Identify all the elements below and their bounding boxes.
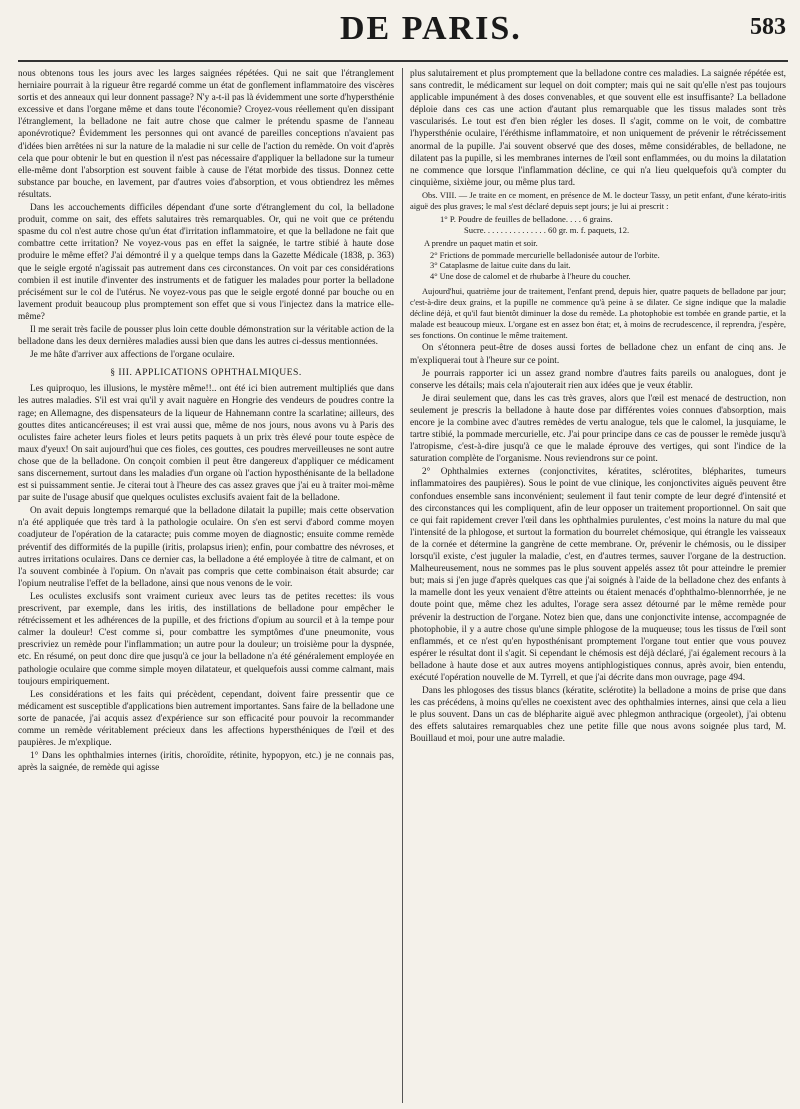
paragraph: On avait depuis longtemps remarqué que la belladone dilatait la pupille; mais cette observation n'a été appliquée que très tard à la pathologie oculaire. On s'en est servi d'abord comme moyen coadjuteur de l'opération de la cataracte; puis comme moyen de diagnostic; ensuite comme remède préventif des difformités de la pupille (iritis, prolapsus irien); enfin, pour combattre des névroses, et autres irritations oculaires. Dans ce dernier cas, la belladone a été employée à titre de calmant, et on l'a souvent combinée à l'opium. On n'avait pas compris que cette combinaison était absurde; car l'opium neutralise l'effet de la belladone, ainsi que nous venons de le voir.	[18, 506, 394, 589]
paragraph: 1° Dans les ophthalmies internes (iritis, choroïdite, rétinite, hypopyon, etc.) je ne connais pas, après la saignée, de remède qui agisse	[18, 751, 394, 774]
paragraph: plus salutairement et plus promptement que la belladone contre ces maladies. La saignée répétée est, sans contredit, le médicament sur lequel on doit compter; mais qui ne sait qu'elle n'est pas toujours applicable impunément à des doses convenables, et que souvent elle est insuffisante? La belladone déploie dans ces cas une action d'autant plus remarquable que les tissus malades sont très vascularisés. Le tout est d'en bien régler les doses. Il s'agit, comme on le voit, de combattre l'hypersthénie oculaire, l'éréthisme inflammatoire, et non uniquement de prévenir le rétrécissement anormal de la pupille. J'ai souvent observé que des doses, même considérables, de belladone, ne dilatent pas la pupille, si les membranes internes de l'œil sont enflammées, ou du moins la dilatation ne commence que lorsque l'inflammation décline, ce qui n'a lieu quelquefois qu'à compter du cinquième, sixième jour, ou même plus tard.	[410, 69, 786, 188]
paragraph: nous obtenons tous les jours avec les larges saignées répétées. Qui ne sait que l'étranglement herniaire pourrait à la rigueur être regardé comme un état de gonflement inflammatoire des viscères sortis et des anneaux qui leur donnent passage? N'y a-t-il pas là évidemment une sorte d'hypersthénie excessive et dans l'organe même et dans toute l'économie? Croyez-vous réellement qu'en dissipant l'étranglement, la belladone ne fait autre chose que calmer le prétendu spasme de l'anneau aponévrotique? Évidemment les personnes qui ont avancé de pareilles conceptions n'avaient pas d'idées bien arrêtées ni sur la nature de la maladie ni sur celle de l'action du remède. On voit d'après cela que pour obtenir le but en question il n'est pas nécessaire d'appliquer la belladone sur la tumeur elle-même dont l'absorption est souvent faible à cause de l'état morbide des tissus. Donnez cette substance par bouche, en lavement, par d'autres voies d'absorption, et vous obtiendrez les mêmes résultats.	[18, 69, 394, 200]
columns	[18, 68, 788, 1103]
list-item: 2° Frictions de pommade mercurielle belladonisée autour de l'orbite.	[430, 250, 660, 260]
paragraph: Les oculistes exclusifs sont vraiment curieux avec leurs tas de petites recettes: ils vous prescrivent, par exemple, dans les iritis, des instillations de belladone pour empêcher le rétrécissement et les adhérences de la pupille, et des frictions d'opium au sourcil et à la tempe pour calmer la douleur! C'est comme si, pour combattre les symptômes d'une pneumonite, vous prescriviez un remède pour l'inflammation; un autre pour la douleur; un troisième pour la dyspnée, etc. En résumé, on peut donc dire que jusqu'à ce jour la belladone n'a été généralement employée en pathologie oculaire que comme simple moyen dilatateur, et quelquefois aussi comme calmant, mais toujours empiriquement.	[18, 591, 394, 687]
prescription-line: 1° P. Poudre de feuilles de belladone. . . . 6 grains.	[440, 213, 613, 224]
observation: Obs. VIII. — Je traite en ce moment, en présence de M. le docteur Tassy, un petit enfant, d'une kérato-iritis aiguë des plus graves; le mal s'est déclaré depuis sept jours; je lui ai prescrit :	[410, 190, 786, 211]
treatment-list	[430, 251, 786, 283]
newspaper-page	[18, 8, 788, 1103]
section-heading: § III. APPLICATIONS OPHTHALMIQUES.	[110, 367, 302, 379]
paragraph: 2° Ophthalmies externes (conjonctivites, kératites, sclérotites, blépharites, tumeurs inflammatoires des paupières). Sous le point de vue clinique, les conjonctivites aiguës peuvent être confondues ensemble sans inconvénient; seulement il faut tenir compte de leur degré d'intensité et des circonstances qui les compliquent, afin de leur opposer un traitement proportionnel. On sait que ce qui fait rapidement crever l'œil dans les ophthalmies purulentes, c'est moins la nature du mal que l'intensité de la phlogose, et surtout la formation du bourrelet chémosique, qui étrangle les vaisseaux de la cornée et détermine la gangrène de cette membrane. Or, prévenir le chémosis, ou le dissiper lorsqu'il existe, c'est juguler la maladie, c'est, en d'autres termes, sauver l'organe de la destruction. Malheureusement, nous ne sommes pas le plus souvent appelés assez tôt pour atteindre le premier but; mais si j'en juge d'après quelques cas que j'ai soignés à l'aide de la belladone chez des enfants à la mamelle dont les yeux venaient d'être atteints ou étaient menacés d'ophthalmo-blennorrhée, je ne doute point que, même chez les adultes, l'orage sera assez détourné par le même remède pour prévenir la destruction de l'organe. Notez bien que, dans une conjonctivite intense, accompagnée de photophobie, il y a autre chose qu'une simple phlogose de la muqueuse; tous les tissus de l'œil sont enflammés, et ce n'est qu'en hyposthénisant promptement l'organe tout entier que vous pouvez espérer le résultat dont il s'agit. Si cependant le chémosis est déjà déclaré, j'ai également recours à la belladone à haute dose et aux autres moyens antiphlogistiques connus, après avoir, bien entendu, exécuté l'opération nouvelle de M. Tyrrell, et que j'ai décrite dans mon ouvrage, page 494.	[410, 467, 786, 683]
paragraph: Je me hâte d'arriver aux affections de l'organe oculaire.	[30, 350, 235, 361]
paragraph: Dans les phlogoses des tissus blancs (kératite, sclérotite) la belladone a moins de prise que dans les cas précédens, à moins qu'elles ne coexistent avec des ophthalmies internes, ainsi que cela a lieu le plus souvent. Dans un cas de blépharite aiguë avec phlegmon anthracique (orgeolet), j'ai obtenu des effets salutaires remarquables chez une petite fille que nous avons soignée plus tard, M. Bouillaud et moi, pour une autre maladie.	[410, 686, 786, 745]
prescription-line: Sucre. . . . . . . . . . . . . . . 60 gr. m. f. paquets, 12.	[464, 224, 630, 235]
paragraph: Les quiproquo, les illusions, le mystère même!!.. ont été ici bien autrement multipliés que dans les autres maladies. S'il est vrai qu'il y avait naguère en Hongrie des vendeurs de poudres contre la rage; en Allemagne, des dispensateurs de la liqueur de Hahnemann contre la scarlatine; ailleurs, des gouttes dites anticancéreuses; il est vrai aussi que, même de nos jours, nous avons vu à Paris des oculistes faire acheter leurs fioles et leurs petits paquets à un prix très élevé pour toute espèce de maux d'yeux! On sait aujourd'hui que ces fioles, ces gouttes, ces poudres merveilleuses ne sont autre chose que de la belladone. On conçoit combien il peut être dangereux d'appliquer ce médicament sans discernement, surtout dans les maladies d'un organe où l'action hyposthénisante de la belladone est si puissamment sentie. Je citerai tout à l'heure des cas assez graves que j'ai eu à traiter moi-même par suite de l'usage abusif que quelques oculistes exclusifs avaient fait de la belladone.	[18, 384, 394, 504]
page-number: 583	[750, 14, 786, 40]
prescription	[440, 214, 786, 236]
left-column	[18, 68, 394, 1103]
page-header	[18, 8, 788, 62]
paragraph: On s'étonnera peut-être de doses aussi fortes de belladone chez un enfant de cinq ans. Je m'expliquerai tout à l'heure sur ce point.	[410, 343, 786, 366]
paragraph: Dans les accouchements difficiles dépendant d'une sorte d'étranglement du col, la belladone produit, comme on sait, des effets salutaires très remarquables. Or, qui ne voit que ce prétendu spasme du col n'est autre chose qu'un état d'irritation inflammatoire, et que la belladone ne fait que combattre cette irritation? Ne voyez-vous pas en effet la saignée, le tartre stibié à haute dose produire le même effet? J'ai démontré il y a quelque temps dans la Gazette Médicale (1838, p. 363) que le seigle ergoté n'agissait pas autrement dans ces circonstances. On voit par ces considérations combien il est inutile d'inventer des instruments et de fatiguer les malades pour porter la belladone précisément sur le col de l'utérus. Ne voyez-vous pas que le seigle ergoté donné par bouche ou en lavement produit beaucoup plus promptement son effet que si vous l'injectez dans la matrice elle-même?	[18, 203, 394, 322]
column-rule	[402, 68, 403, 1103]
list-item: 4° Une dose de calomel et de rhubarbe à l'heure du coucher.	[430, 271, 631, 281]
paragraph: Il me serait très facile de pousser plus loin cette double démonstration sur la véritable action de la belladone dans les deux dernières maladies aussi bien que dans les autres ci-dessus mentionnées.	[18, 324, 394, 348]
right-column	[410, 68, 786, 1103]
list-item: 3° Cataplasme de laitue cuite dans du lait.	[430, 261, 571, 271]
paragraph: Je pourrais rapporter ici un assez grand nombre d'autres faits pareils ou analogues, dont je conserve les détails; mais cela n'ajouterait rien aux idées que je veux établir.	[410, 368, 786, 391]
masthead: DE PARIS.	[340, 10, 522, 47]
paragraph: Aujourd'hui, quatrième jour de traitement, l'enfant prend, depuis hier, quatre paquets de belladone par jour; c'est-à-dire deux grains, et la pupille ne commence qu'à peine à se dilater. Ce signe indique que la maladie décline déjà, et qu'il faut bientôt diminuer la dose du remède. La photophobie est tombée en grande partie, et la malade est beaucoup mieux. L'organe est en assez bon état; et, à moins de recrudescence, il reprendra, j'espère, ses fonctions. On continue le même traitement.	[410, 287, 786, 341]
prescription-note: A prendre un paquet matin et soir.	[424, 238, 538, 248]
paragraph: Les considérations et les faits qui précèdent, cependant, doivent faire pressentir que ce médicament est susceptible d'applications bien autrement importantes. Sans faire de la belladone une sorte de panacée, j'ai acquis assez d'expérience sur son efficacité pour pouvoir la recommander comme un remède véritablement précieux dans les affections hypersthéniques de l'œil et des paupières. Je m'explique.	[18, 689, 394, 749]
paragraph: Je dirai seulement que, dans les cas très graves, alors que l'œil est menacé de destruction, non seulement je prescris la belladone à haute dose par différentes voies connues d'absorption, mais encore je la combine avec d'autres remèdes de vertu analogue, tels que le calomel, la jusquiame, le tartre stibié, la pommade mercurielle, etc. J'ai pour principe dans ce cas de pousser le remède jusqu'à l'atropisme, c'est-à-dire jusqu'à ce que le malade éprouve des vertiges, qui sont l'indice de la saturation complète de l'organisme. Nous reviendrons sur ce point.	[410, 393, 786, 465]
